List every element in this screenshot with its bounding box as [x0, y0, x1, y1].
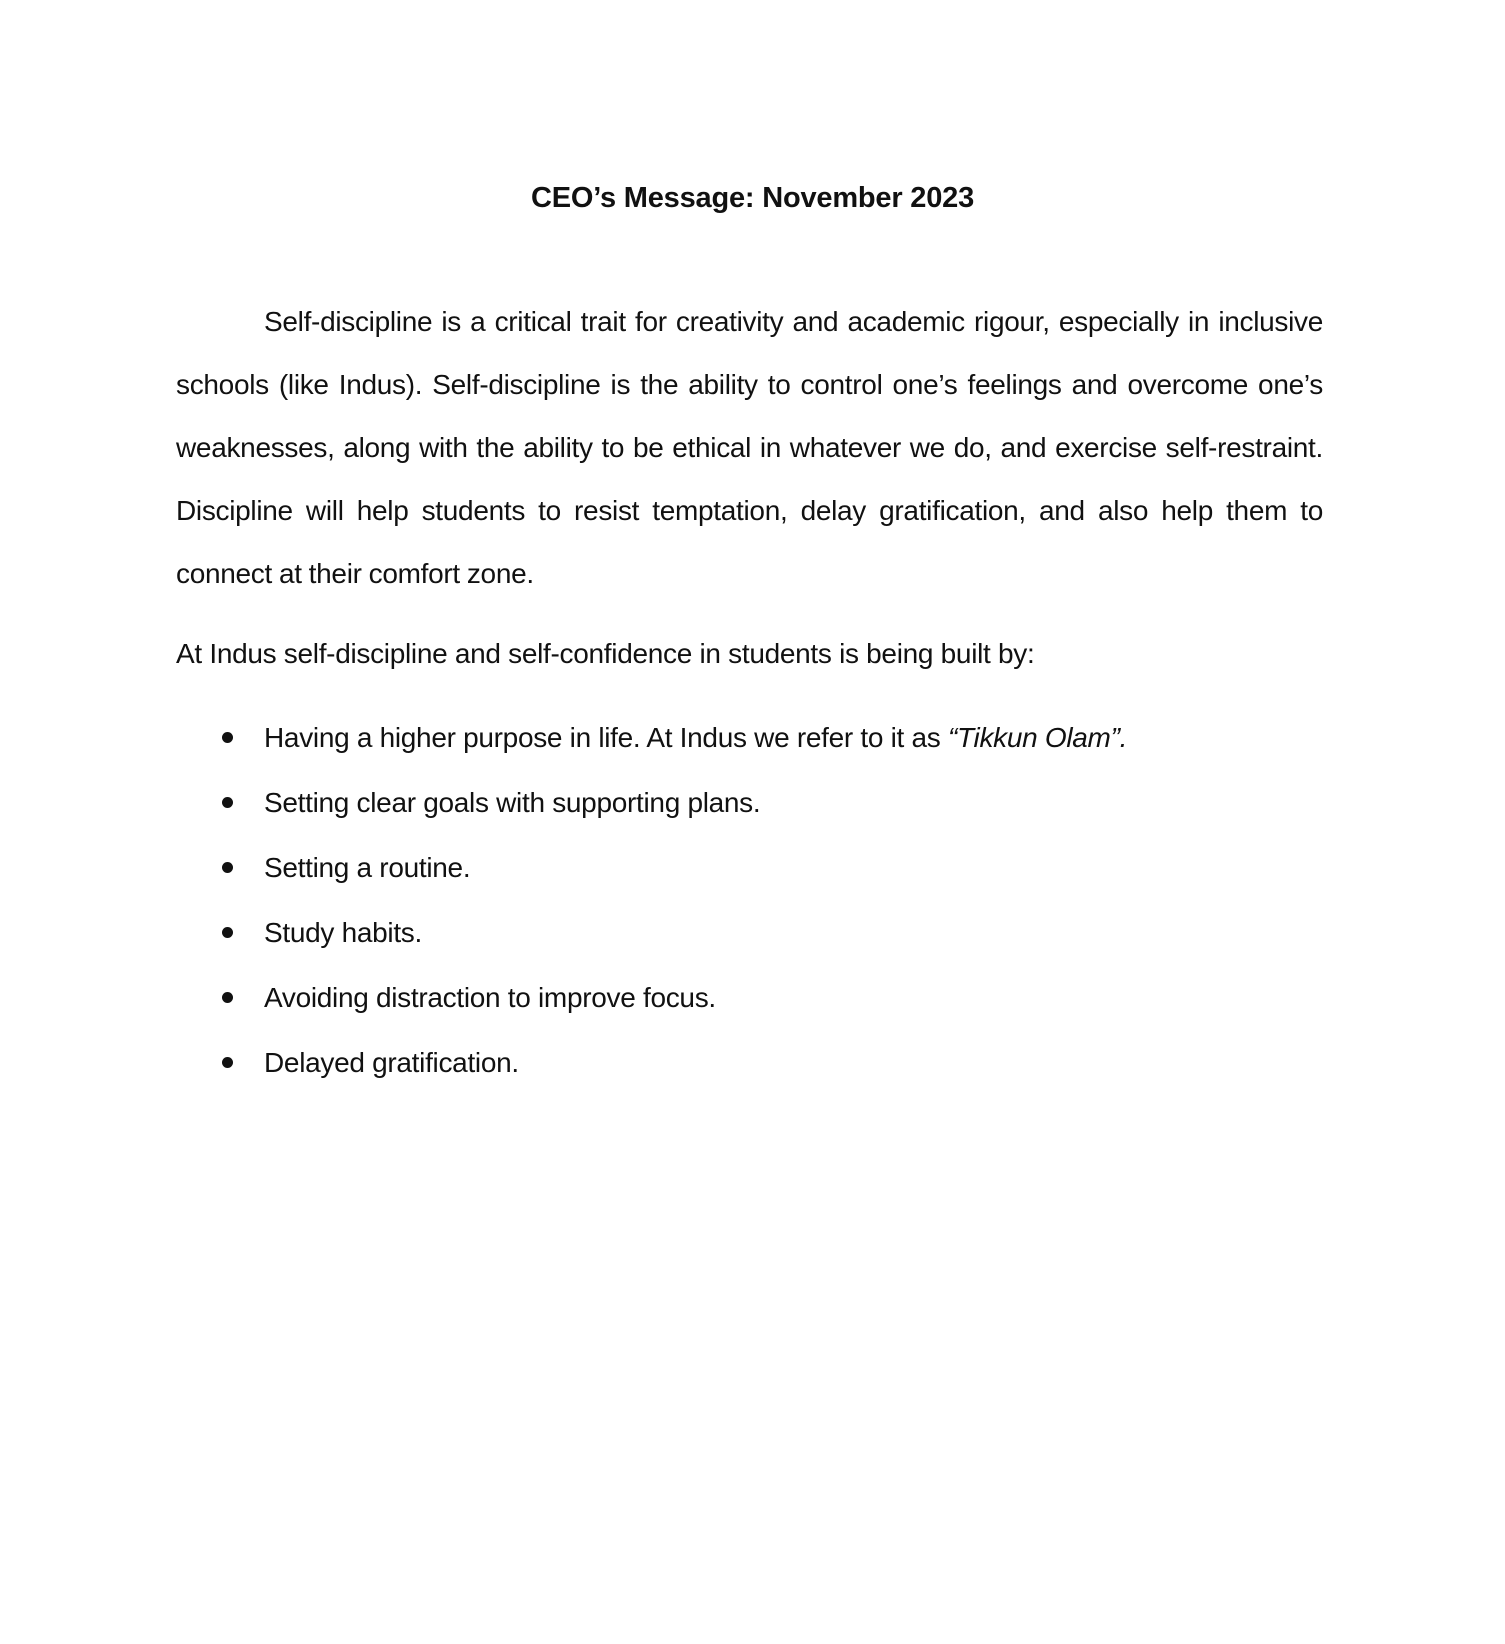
- list-item: [176, 705, 1323, 770]
- bullet-icon: [222, 927, 233, 938]
- list-item: [176, 900, 1323, 965]
- bullet-icon: [222, 732, 233, 743]
- list-item-text: Setting clear goals with supporting plans.: [264, 787, 761, 818]
- list-item-text: Avoiding distraction to improve focus.: [264, 982, 716, 1013]
- document-body: [176, 290, 1323, 1095]
- bullet-icon: [222, 797, 233, 808]
- list-item-text: Setting a routine.: [264, 852, 471, 883]
- list-item: [176, 835, 1323, 900]
- intro-paragraph: Self-discipline is a critical trait for creativity and academic rigour, especially in inclusive schools (like Indus). Self-discipline is the ability to control one’s feelings and overcome one’s weaknesses, along with the ability to be ethical in whatever we do, and exercise self-restraint. Discipline will help students to resist temptation, delay gratification, and also help them to connect at their comfort zone.: [176, 306, 1323, 589]
- list-lead-in: At Indus self-discipline and self-confidence in students is being built by:: [176, 638, 1035, 669]
- list-item: [176, 770, 1323, 835]
- list-item: [176, 965, 1323, 1030]
- bullet-list: [176, 705, 1323, 1095]
- bullet-icon: [222, 862, 233, 873]
- list-item-text: Delayed gratification.: [264, 1047, 519, 1078]
- bullet-icon: [222, 992, 233, 1003]
- list-item-emphasis: “Tikkun Olam”.: [947, 722, 1128, 753]
- page-title: CEO’s Message: November 2023: [530, 182, 975, 214]
- list-item-text: Study habits.: [264, 917, 422, 948]
- list-item-text: Having a higher purpose in life. At Indus we refer to it as: [264, 722, 948, 753]
- bullet-icon: [222, 1057, 233, 1068]
- list-item: [176, 1030, 1323, 1095]
